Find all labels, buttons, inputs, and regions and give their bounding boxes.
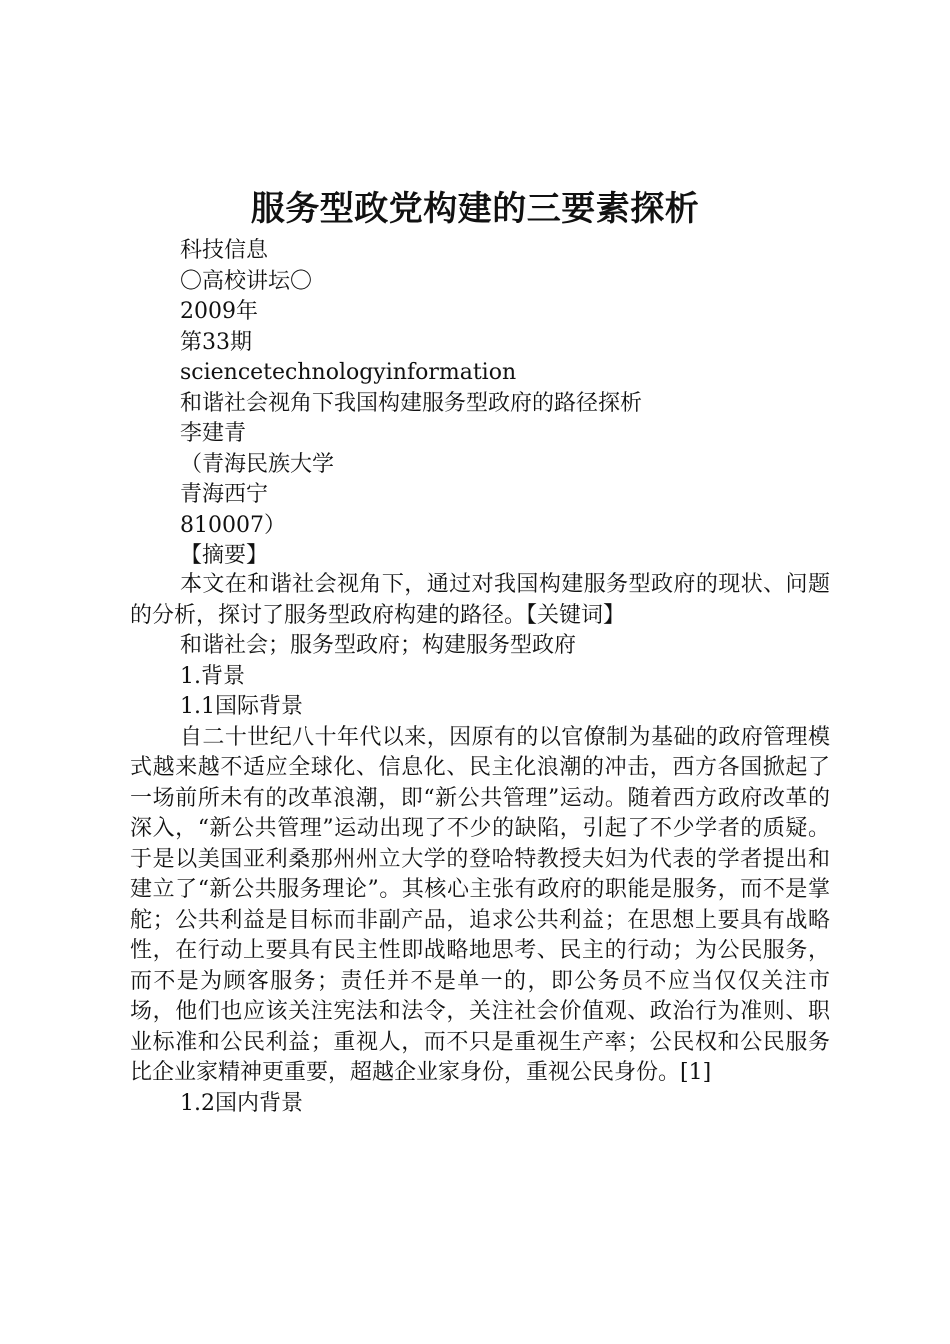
column-name: 〇高校讲坛〇 (180, 268, 313, 294)
document-meta (180, 236, 880, 572)
publication-year: 2009年 (180, 299, 258, 324)
author-affiliation: （青海民族大学 (180, 451, 335, 477)
subsection-heading: 1.1国际背景 (180, 694, 303, 719)
journal-name: 科技信息 (180, 238, 269, 263)
abstract-label: 【摘要】 (180, 543, 269, 568)
document-title: 服务型政党构建的三要素探析 (250, 189, 700, 229)
section-heading: 1.背景 (180, 663, 245, 689)
document-body (130, 570, 830, 1119)
keywords-text: 和谐社会；服务型政府；构建服务型政府 (180, 633, 577, 658)
journal-english-name: sciencetechnologyinformation (180, 360, 517, 385)
body-paragraph: 自二十世纪八十年代以来，因原有的以官僚制为基础的政府管理模式越来越不适应全球化、信息化、民主化浪潮的冲击，西方各国掀起了一场前所未有的改革浪潮，即“新公共管理”运动。随着西方政府改革的深入，“新公共管理”运动出现了不少的缺陷，引起了不少学者的质疑。于是以美国亚利桑那州州立大学的登哈特教授夫妇为代表的学者提出和建立了“新公共服务理论”。其核心主张有政府的职能是服务，而不是掌舵；公共利益是目标而非副产品，追求公共利益；在思想上要具有战略性，在行动上要具有民主性即战略地思考、民主的行动；为公民服务，而不是为顾客服务；责任并不是单一的，即公务员不应当仅仅关注市场，他们也应该关注宪法和法令，关注社会价值观、政治行为准则、职业标准和公民利益；重视人，而不只是重视生产率；公民权和公民服务比企业家精神更重要，超越企业家身份，重视公民身份。[1] (130, 724, 830, 1085)
article-title: 和谐社会视角下我国构建服务型政府的路径探析 (180, 390, 643, 416)
author-postcode: 810007） (180, 512, 286, 538)
author-city: 青海西宁 (180, 482, 269, 507)
issue-number: 第33期 (180, 329, 252, 355)
author-name: 李建青 (180, 421, 247, 446)
abstract-text: 本文在和谐社会视角下，通过对我国构建服务型政府的现状、问题的分析，探讨了服务型政府构建的路径。【关键词】 (130, 572, 830, 628)
subsection-heading: 1.2国内背景 (180, 1090, 303, 1116)
